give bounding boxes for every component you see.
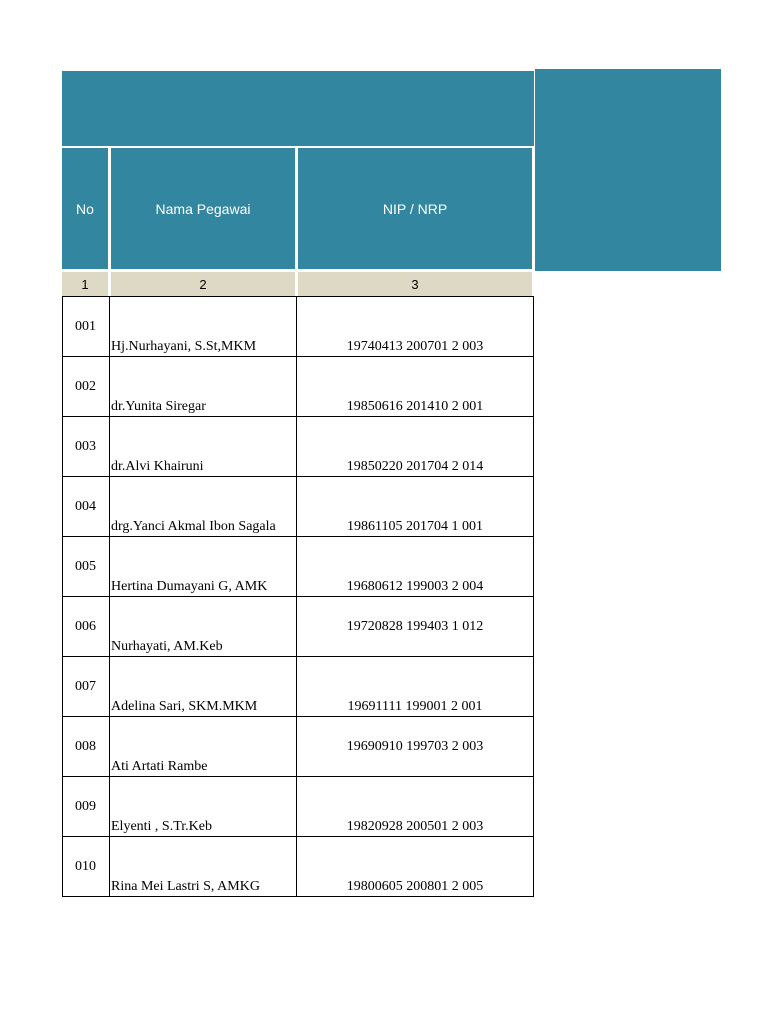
employee-nip-cell — [297, 837, 534, 897]
row-number: 006 — [75, 619, 96, 634]
employee-name: Adelina Sari, SKM.MKM — [111, 699, 258, 714]
row-number-cell — [63, 477, 110, 537]
row-number: 008 — [75, 739, 96, 754]
employee-name: Nurhayati, AM.Keb — [111, 639, 223, 654]
row-number: 003 — [75, 439, 96, 454]
column-header-name: Nama Pegawai — [111, 148, 295, 269]
table-row — [63, 297, 534, 357]
row-number-cell — [63, 657, 110, 717]
employee-nip: 19680612 199003 2 004 — [346, 579, 484, 594]
employee-name-cell — [110, 777, 297, 837]
row-number: 004 — [75, 499, 96, 514]
column-index-1: 1 — [62, 272, 108, 296]
table-row — [63, 717, 534, 777]
table-row — [63, 477, 534, 537]
employee-name-cell — [110, 717, 297, 777]
row-number-cell — [63, 537, 110, 597]
employee-nip: 19850616 201410 2 001 — [346, 399, 484, 414]
employee-name: Rina Mei Lastri S, AMKG — [111, 879, 260, 894]
employee-name: Hj.Nurhayani, S.St,MKM — [111, 339, 257, 354]
employee-nip: 19690910 199703 2 003 — [346, 739, 484, 754]
row-number: 007 — [75, 679, 96, 694]
row-number: 001 — [75, 319, 96, 334]
table-row — [63, 537, 534, 597]
employee-nip: 19800605 200801 2 005 — [346, 879, 484, 894]
employee-name-cell — [110, 837, 297, 897]
employee-name: dr.Alvi Khairuni — [111, 459, 204, 474]
row-number-cell — [63, 297, 110, 357]
employee-name: Elyenti , S.Tr.Keb — [111, 819, 212, 834]
row-number-cell — [63, 357, 110, 417]
employee-name-cell — [110, 357, 297, 417]
row-number-cell — [63, 837, 110, 897]
column-header-no: No — [62, 148, 108, 269]
table-row — [63, 657, 534, 717]
table-row — [63, 357, 534, 417]
column-header-nip: NIP / NRP — [298, 148, 532, 269]
row-number-cell — [63, 717, 110, 777]
employee-nip-cell — [297, 297, 534, 357]
row-number: 010 — [75, 859, 96, 874]
row-number: 002 — [75, 379, 96, 394]
side-header-block — [535, 69, 721, 271]
employee-name: Ati Artati Rambe — [111, 759, 208, 774]
employee-nip-cell — [297, 597, 534, 657]
employee-name-cell — [110, 477, 297, 537]
employee-nip-cell — [297, 657, 534, 717]
column-index-2: 2 — [111, 272, 295, 296]
employee-nip-cell — [297, 717, 534, 777]
employee-nip-cell — [297, 357, 534, 417]
table-row — [63, 837, 534, 897]
employee-nip: 19861105 201704 1 001 — [347, 519, 483, 534]
title-banner — [62, 71, 534, 146]
employee-table — [62, 296, 534, 897]
employee-nip-cell — [297, 537, 534, 597]
table-row — [63, 417, 534, 477]
employee-name: drg.Yanci Akmal Ibon Sagala — [111, 519, 276, 534]
employee-name: dr.Yunita Siregar — [111, 399, 206, 414]
table-row — [63, 597, 534, 657]
row-number-cell — [63, 417, 110, 477]
employee-nip: 19820928 200501 2 003 — [346, 819, 484, 834]
row-number: 005 — [75, 559, 96, 574]
row-number-cell — [63, 777, 110, 837]
employee-name-cell — [110, 417, 297, 477]
employee-nip: 19740413 200701 2 003 — [346, 339, 484, 354]
row-number-cell — [63, 597, 110, 657]
employee-name-cell — [110, 657, 297, 717]
employee-nip: 19720828 199403 1 012 — [346, 619, 484, 634]
employee-name-cell — [110, 297, 297, 357]
employee-name-cell — [110, 597, 297, 657]
table-row — [63, 777, 534, 837]
employee-nip-cell — [297, 477, 534, 537]
employee-name-cell — [110, 537, 297, 597]
row-number: 009 — [75, 799, 96, 814]
employee-nip: 19850220 201704 2 014 — [346, 459, 484, 474]
employee-name: Hertina Dumayani G, AMK — [111, 579, 268, 594]
column-index-3: 3 — [298, 272, 532, 296]
employee-nip-cell — [297, 417, 534, 477]
employee-nip: 19691111 199001 2 001 — [347, 699, 483, 714]
employee-nip-cell — [297, 777, 534, 837]
